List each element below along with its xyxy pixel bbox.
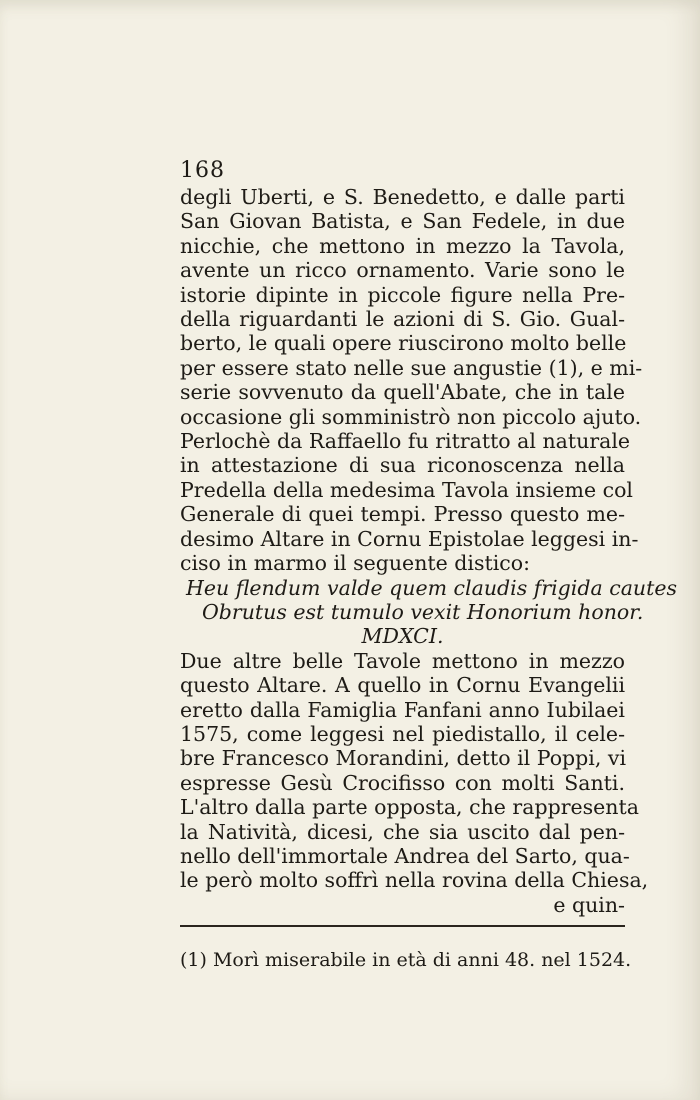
text-line: nicchie, che mettono in mezzo la Tavola, [180, 233, 625, 258]
text-line: per essere stato nelle sue angustie (1), e mi- [180, 355, 643, 380]
text-line: L'altro dalla parte opposta, che rappresenta [180, 795, 639, 820]
footnote: (1) Morì miserabile in età di anni 48. nel 1524. [180, 949, 632, 971]
text-line: serie sovvenuto da quell'Abate, che in tale [180, 380, 625, 405]
text-line: la Natività, dicesi, che sia uscito dal pen- [180, 819, 625, 844]
text-line: Generale di quei tempi. Presso questo me- [180, 502, 625, 527]
text-line: della riguardanti le azioni di S. Gio. Gual- [180, 307, 625, 332]
text-line: in attestazione di sua riconoscenza nella [180, 453, 625, 478]
text-line: avente un ricco ornamento. Varie sono le [180, 258, 625, 283]
text-line: MDXCI. [361, 624, 444, 649]
text-line: espresse Gesù Crocifisso con molti Santi. [180, 770, 625, 795]
text-line: San Giovan Batista, e San Fedele, in due [180, 209, 625, 234]
text-line: istorie dipinte in piccole figure nella Pre- [180, 282, 625, 307]
text-line: ciso in marmo il seguente distico: [180, 551, 531, 576]
text-line: desimo Altare in Cornu Epistolae leggesi in- [180, 526, 639, 551]
text-line: e quin- [553, 892, 625, 917]
text-line: Obrutus est tumulo vexit Honorium honor. [202, 599, 644, 624]
text-line: berto, le quali opere riuscirono molto belle [180, 331, 627, 356]
text-line: Perlochè da Raffaello fu ritratto al naturale [180, 429, 631, 454]
body-text [180, 185, 678, 917]
text-line: Due altre belle Tavole mettono in mezzo [180, 648, 625, 673]
text-line: questo Altare. A quello in Cornu Evangelii [180, 673, 625, 698]
text-line: Predella della medesima Tavola insieme col [180, 477, 633, 502]
text-line: 1575, come leggesi nel piedistallo, il cele- [180, 721, 625, 746]
text-line: le però molto soffrì nella rovina della Chiesa, [180, 868, 649, 893]
footnote-divider [180, 925, 625, 927]
page-number: 168 [180, 158, 225, 183]
text-line: Heu flendum valde quem claudis frigida cautes [186, 575, 678, 600]
text-line: nello dell'immortale Andrea del Sarto, qua- [180, 843, 630, 868]
text-line: eretto dalla Famiglia Fanfani anno Iubilaei [180, 697, 625, 722]
text-line: bre Francesco Morandini, detto il Poppi, vi [180, 746, 627, 771]
text-line: occasione gli somministrò non piccolo ajuto. [180, 404, 642, 429]
text-line: degli Uberti, e S. Benedetto, e dalle parti [180, 185, 625, 209]
